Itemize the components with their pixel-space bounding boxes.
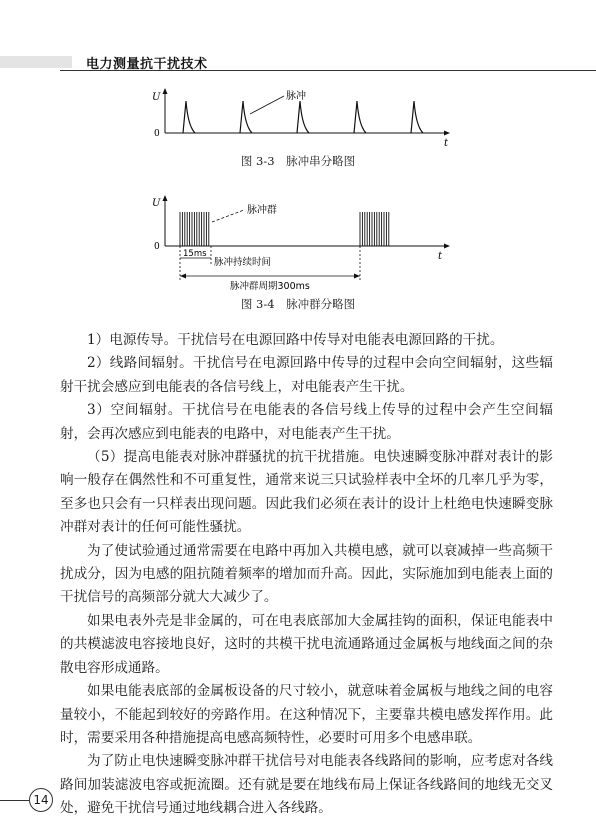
y-axis-arrow (163, 195, 168, 201)
pulse-train-figure (0, 88, 596, 148)
pulse-label: 脉冲 (286, 91, 306, 102)
page-number: 14 (29, 788, 53, 812)
x-axis-label: t (438, 251, 443, 262)
burst-label: 脉冲群 (247, 205, 277, 216)
x-axis-label: t (444, 138, 449, 148)
pulse-burst-figure (0, 192, 596, 292)
pulse-1 (183, 101, 195, 133)
period-arrow-right (354, 274, 360, 279)
x-axis-arrow (444, 131, 450, 136)
paragraph-5: 为了使试验通过通常需要在电路中再加入共模电感，就可以衰减掉一些高频干扰成分，因为电感的阻抗随着频率的增加而升高。因此，实际施加到电能表上面的干扰信号的高频部分就大大减少了。 (60, 542, 553, 606)
paragraph-4: （5）提高电能表对脉冲群骚扰的抗干扰措施。电快速瞬变脉冲群对表计的影响一般存在偶然性和不可重复性，通常来说三只试验样表中全坏的几率几乎为零，至多也只会有一只样表出现问题。因此我们必须在表计的设计上杜绝电快速瞬变脉冲群对表计的任何可能性骚扰。 (60, 449, 553, 536)
paragraph-7: 如果电能表底部的金属板设备的尺寸较小，就意味着金属板与地线之间的电容量较小，不能起到较好的旁路作用。在这种情况下，主要靠共模电感发挥作用。此时，需要采用各种措施提高电感高频特性，必要时可用多个电感串联。 (60, 683, 553, 746)
header-rule (60, 70, 596, 71)
header-decoration-block (0, 56, 72, 68)
pulse-burst-1 (180, 212, 209, 246)
pulse-2 (240, 101, 252, 133)
origin-label: 0 (154, 242, 160, 252)
burst-leader-line (212, 210, 244, 222)
y-axis-label: U (152, 198, 161, 209)
header-title: 电力测量抗干扰技术 (86, 57, 208, 72)
width-label: 15ms (183, 249, 207, 259)
paragraph-1: 1）电源传导。干扰信号在电源回路中传导对电能表电源回路的干扰。 (87, 332, 504, 348)
paragraph-6: 如果电表外壳是非金属的，可在电表底部加大金属挂钩的面积，保证电能表中的共模滤波电容接地良好，这时的共模干扰电流通路通过金属板与地线面之间的杂散电容形成通路。 (60, 612, 553, 676)
x-axis-arrow (444, 244, 450, 249)
paragraph-3: 3）空间辐射。干扰信号在电能表的各信号线上传导的过程中会产生空间辐射，会再次感应到电能表的电路中，对电能表产生干扰。 (60, 402, 553, 442)
y-axis-label: U (152, 92, 161, 103)
origin-label: 0 (154, 129, 160, 139)
figure-3-3-caption: 图 3-3 脉冲串分略图 (240, 154, 356, 168)
paragraph-8: 为了防止电快速瞬变脉冲群干扰信号对电能表各线路间的影响，应考虑对各线路间加装滤波电容或扼流圈。还有就是要在地线布局上保证各线路间的地线无交叉处，避免干扰信号通过地线耦合进入各线路。 (60, 753, 553, 817)
period-label: 脉冲群周期300ms (230, 281, 310, 292)
pulse-leader-line (250, 96, 284, 114)
figure-3-4-caption: 图 3-4 脉冲群分略图 (240, 297, 356, 311)
paragraph-2: 2）线路间辐射。干扰信号在电源回路中传导的过程中会向空间辐射，这些辐射干扰会感应到电能表的各信号线上，对电能表产生干扰。 (60, 355, 553, 395)
duration-label: 脉冲持续时间 (214, 257, 272, 268)
pulse-5 (411, 101, 423, 133)
pulse-burst-2 (360, 212, 389, 246)
running-header (0, 42, 596, 72)
footer-rule (0, 800, 29, 801)
y-axis-arrow (163, 88, 168, 94)
pulse-3 (297, 101, 309, 133)
period-arrow-left (180, 274, 186, 279)
body-text (60, 329, 553, 821)
pulse-4 (354, 101, 366, 133)
